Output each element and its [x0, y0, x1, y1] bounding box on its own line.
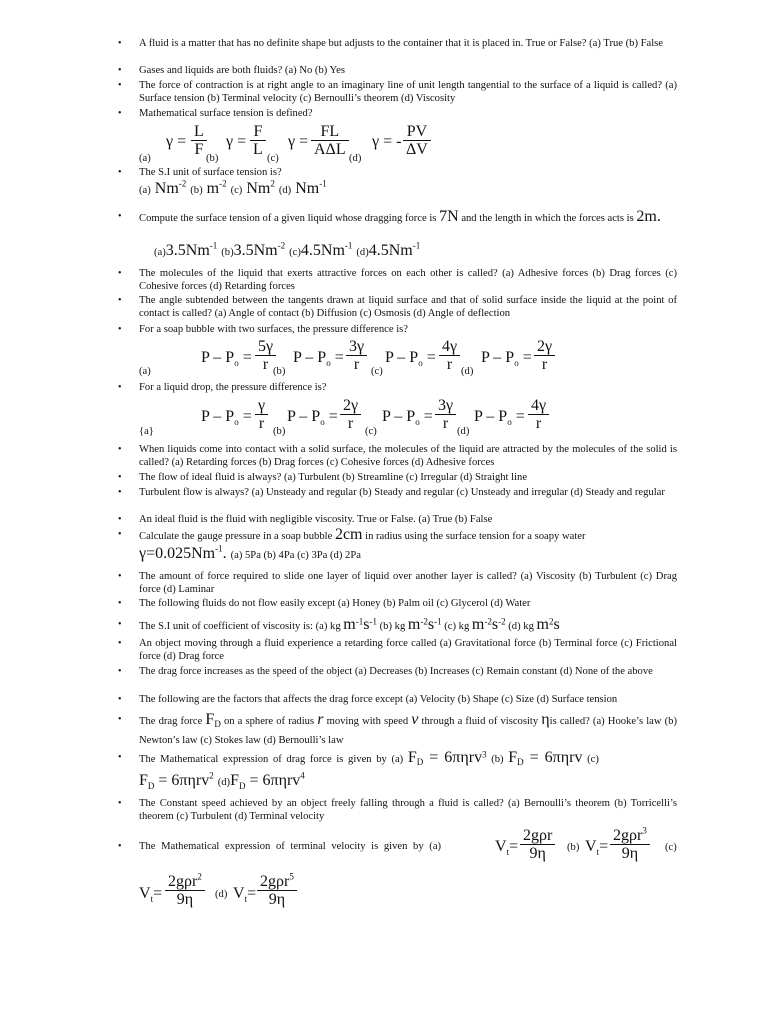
formula-a: $\frac{L}{F}$	[191, 123, 207, 158]
question-text: The S.I unit of surface tension is?	[139, 167, 282, 178]
terminal-velocity-formulas-row2: $V_t=$ 2gρr$^2$ 9η (d) $V_t=$ 2gρr$^5$ 9η	[139, 872, 339, 916]
question-19: • An object moving through a fluid experience a retarding force called (a) Gravitational force (b) Terminal force (c) Frictional force (d) Drag force	[139, 637, 677, 663]
question-17: • The following fluids do not flow easily except (a) Honey (b) Palm oil (c) Glycerol (d) Water	[139, 597, 677, 610]
formula-lhs: γ =	[226, 133, 247, 150]
question-16: • The amount of force required to slide one layer of liquid over another layer is called? (a) Viscosity (b) Turbulent (c) Drag force (d) Laminar	[139, 570, 677, 596]
drag-formula-options: $F_D = 6\pi\eta rv^2$ $(d)F_D = 6\pi\eta rv^4$	[139, 770, 305, 792]
question-14: • An ideal fluid is the fluid with negligible viscosity. True or False. (a) True (b) False	[139, 513, 677, 526]
surface-tension-formulas	[139, 121, 459, 165]
option-label: (c)	[267, 153, 279, 164]
question-text: A fluid is a matter that has no definite shape but adjusts to the container that it is placed in. True or False? (a) True (b) False	[139, 38, 663, 49]
question-9: • For a soap bubble with two surfaces, the pressure difference is?	[139, 323, 677, 336]
gauge-pressure-options: $\gamma=0.025Nm^{-1}$. (a) 5Pa (b) 4Pa (c) 3Pa (d) 2Pa	[139, 543, 361, 562]
question-text: Gases and liquids are both fluids? (a) No (b) Yes	[139, 65, 345, 76]
question-13: • Turbulent flow is always? (a) Unsteady and regular (b) Steady and regular (c) Unsteady and irregular (d) Steady and regular	[139, 486, 677, 499]
question-11: • When liquids come into contact with a solid surface, the molecules of the liquid are attracted by the molecules of the solid is called? (a) Retarding forces (b) Drag forces (c) Cohesive forces (d) Adhesive forces	[139, 443, 677, 469]
question-5	[139, 166, 677, 179]
question-18: • The S.I unit of coefficient of viscosity is: (a) kg $m^{-1}s^{-1}$ (b) kg $m^{-2}s^{-1}$ (c) kg $m^{-2}s^{-2}$ (d) kg $m^2s$	[139, 617, 677, 635]
formula-lhs: γ = -	[372, 133, 402, 150]
option-label: (b)	[206, 153, 219, 164]
formula-lhs: γ =	[166, 133, 187, 150]
question-25: • The Mathematical expression of terminal velocity is given by (a)	[139, 840, 677, 853]
question-4	[139, 107, 677, 120]
liquid-drop-formulas: {a} P – $P_o$ = $\frac{\gamma}{r}$ (b) P – $P_o$ = $\frac{2\gamma}{r}$ (c) P – $P_o$ = $\frac{3\gamma}{r}$ (d) P – $P_o$ = $\frac{4\gamma}{r}$	[139, 396, 569, 436]
question-21: • The following are the factors that affects the drag force except (a) Velocity (b) Shape (c) Size (d) Surface tension	[139, 693, 677, 706]
terminal-velocity-formulas-row1: $V_t=$ 2gρr 9η (b) $V_t=$ 2gρr$^3$ 9η (c)	[495, 825, 677, 862]
surface-tension-answers: $(a)3.5Nm^{-1}$ $(b)3.5Nm^{-2}$ $(c)4.5Nm^{-1}$ $(d)4.5Nm^{-1}$	[154, 240, 421, 259]
question-8: • The angle subtended between the tangents drawn at liquid surface and that of solid surface inside the liquid at the point of contact is called? (a) Angle of contact (b) Diffusion (c) Osmosis (d) Angle of deflection	[139, 294, 677, 320]
question-1	[139, 37, 677, 50]
question-6: • Compute the surface tension of a given liquid whose dragging force is 7N and the length in which the forces acts is 2m.	[139, 207, 677, 229]
question-22: • The drag force $F_D$ on a sphere of radius r moving with speed v through a fluid of viscosity ηis called? (a) Hooke’s law (b) Newton’s law (c) Stokes law (d) Bernoulli’s law	[139, 710, 677, 750]
question-10: • For a liquid drop, the pressure difference is?	[139, 381, 677, 394]
question-24: • The Constant speed achieved by an object freely falling through a fluid is called? (a) Bernoulli’s theorem (b) Torricelli’s theorem (c) Turbulent (d) Terminal velocity	[139, 797, 677, 823]
question-text: Mathematical surface tension is defined?	[139, 108, 313, 119]
formula-b: $\frac{F}{L}$	[250, 123, 266, 158]
soap-bubble-formulas: (a) P – $P_o$ = $\frac{5\gamma}{r}$ (b) P – $P_o$ = $\frac{3\gamma}{r}$ (c) P – $P_o$ = $\frac{4\gamma}{r}$ (d) P – $P_o$ = $\frac{2\gamma}{r}$	[139, 337, 569, 377]
si-unit-options: (a) $Nm^{-2}$ (b) $m^{-2}$ (c) Nm$^2$ (d) $Nm^{-1}$	[139, 178, 327, 197]
formula-d: $\frac{PV}{\Delta V}$	[403, 123, 431, 158]
question-15: • Calculate the gauge pressure in a soap bubble 2cm in radius using the surface tension for a soapy water	[139, 527, 677, 545]
question-7: • The molecules of the liquid that exerts attractive forces on each other is called? (a) Adhesive forces (b) Drag forces (c) Cohesive forces (d) Retarding forces	[139, 267, 677, 293]
option-label: (d)	[349, 153, 362, 164]
formula-c: $\frac{FL}{\text{AΔL}}$	[311, 123, 349, 158]
question-20: • The drag force increases as the speed of the object (a) Decreases (b) Increases (c) Remain constant (d) None of the above	[139, 665, 677, 678]
question-2	[139, 64, 677, 77]
question-3	[139, 79, 677, 105]
option-label: (a)	[139, 153, 151, 164]
formula-lhs: γ =	[288, 133, 309, 150]
question-text: The force of contraction is at right angle to an imaginary line of unit length tangential to the surface of a liquid is called? (a) Surface tension (b) Terminal velocity (c) Bernoulli’s theorem (d) Viscosity	[139, 80, 677, 104]
question-12: • The flow of ideal fluid is always? (a) Turbulent (b) Streamline (c) Irregular (d) Straight line	[139, 471, 677, 484]
question-23: • The Mathematical expression of drag force is given by (a) $F_D = 6\pi\eta rv^3$ (b) $F_D = 6\pi\eta rv$ (c)	[139, 750, 677, 768]
